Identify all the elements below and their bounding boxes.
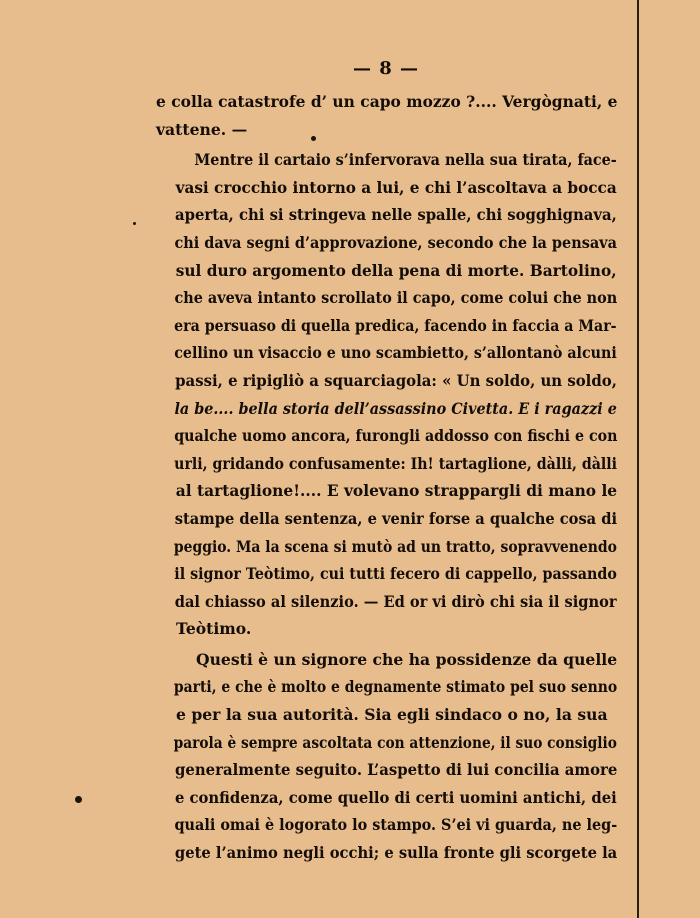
text-line: Questi è un signore che ha possidenze da quelle [196, 649, 618, 669]
text-line: era persuaso di quella predica, facendo in faccia a Mar- [174, 315, 617, 335]
text-line: urli, gridando confusamente: Ih! tartaglione, dàlli, dàlli [174, 453, 618, 473]
text-line: vasi crocchio intorno a lui, e chi l’ascoltava a bocca [175, 177, 617, 197]
text-line: Mentre il cartaio s’infervorava nella sua tirata, face- [194, 150, 617, 170]
paragraph-1 [156, 88, 617, 143]
text-line: qualche uomo ancora, furongli addosso con fischi e con [174, 426, 618, 446]
text-line: e colla catastrofe d’ un capo mozzo ?.... Vergògnati, e [156, 92, 618, 111]
text-line: generalmente seguito. L’aspetto di lui concilia amore [175, 760, 618, 780]
text-line: Teòtimo. [176, 619, 252, 639]
ink-speck [133, 222, 136, 225]
text-line: sul duro argomento della pena di morte. Bartolino, [175, 260, 617, 280]
text-line: passi, e ripigliò a squarciagola: « Un soldo, un soldo, [175, 370, 617, 390]
paragraph-3 [156, 646, 617, 867]
ink-speck [75, 796, 82, 803]
ink-speck [311, 136, 316, 141]
text-line: al tartaglione!.... E volevano strappargli di mano le [175, 481, 618, 501]
page-number: — 8 — [352, 58, 420, 79]
text-line: che aveva intanto scrollato il capo, come colui che non [174, 288, 618, 308]
text-line: gete l’animo negli occhi; e sulla fronte gli scorgete la [174, 843, 618, 863]
text-line: peggio. Ma la scena si mutò ad un tratto, sopravvenendo [173, 536, 617, 556]
text-line: e confidenza, come quello di certi uomini antichi, dei [174, 787, 617, 807]
text-line: il signor Teòtimo, cui tutti fecero di cappello, passando [174, 564, 617, 584]
text-line: stampe della sentenza, e venir forse a qualche cosa di [174, 508, 618, 528]
text-line: parola è sempre ascoltata con attenzione, il suo consiglio [173, 732, 617, 752]
text-line: dal chiasso al silenzio. — Ed or vi dirò chi sia il signor [174, 591, 617, 611]
page-edge-line [637, 0, 639, 918]
text-line: chi dava segni d’approvazione, secondo che la pensava [174, 232, 617, 252]
text-line: vattene. — [156, 119, 248, 139]
paragraph-2 [156, 146, 617, 643]
text-line: la be.... bella storia dell’assassino Civetta. E i ragazzi e [174, 398, 617, 418]
text-line: parti, e che è molto e degnamente stimato pel suo senno [173, 677, 618, 697]
body-text [156, 88, 617, 867]
text-line: quali omai è logorato lo stampo. S’ei vi guarda, ne leg- [174, 815, 618, 835]
text-line: aperta, chi si stringeva nelle spalle, chi sogghignava, [175, 205, 617, 225]
text-line: e per la sua autorità. Sia egli sindaco o no, la sua [176, 705, 608, 725]
text-line: cellino un visaccio e uno scambietto, s’allontanò alcuni [174, 343, 617, 363]
